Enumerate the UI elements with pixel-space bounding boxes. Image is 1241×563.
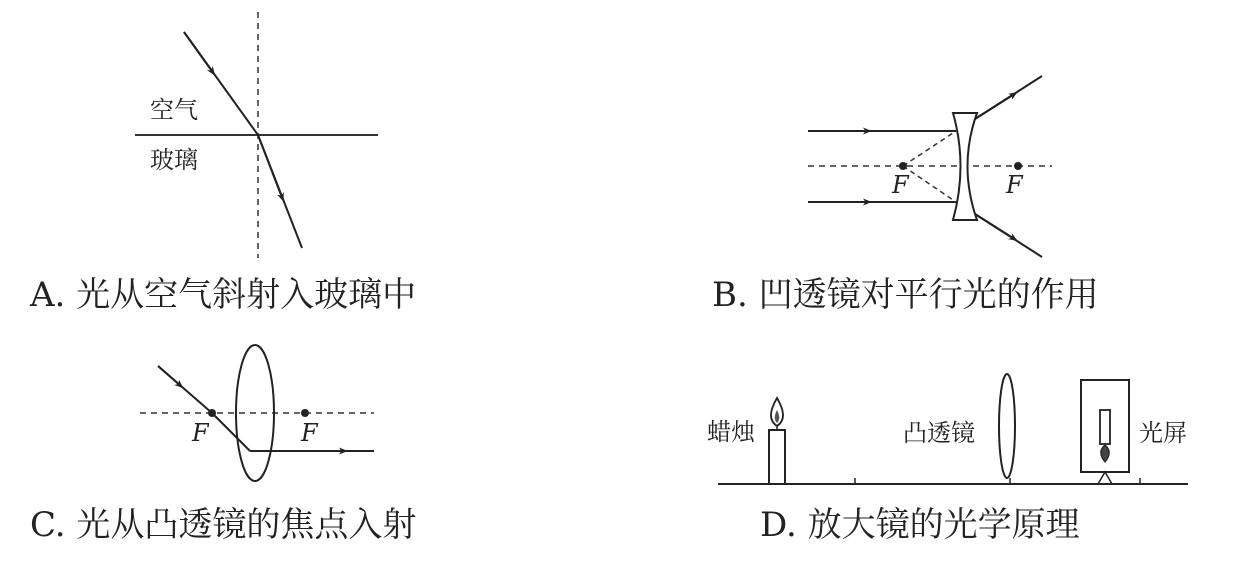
focal-label-right: F bbox=[301, 419, 318, 447]
virtual-extension-bottom bbox=[903, 166, 956, 202]
panel-b-caption: B. 凹透镜对平行光的作用 bbox=[712, 275, 1099, 315]
focal-point-left bbox=[899, 162, 907, 170]
focal-point-left bbox=[208, 409, 216, 417]
outgoing-ray-bottom-arrow bbox=[975, 214, 1016, 240]
panel-a-caption: A. 光从空气斜射入玻璃中 bbox=[30, 275, 417, 315]
inverted-candle-image bbox=[1100, 410, 1110, 444]
refracted-ray-arrow bbox=[258, 135, 283, 200]
focal-label-right: F bbox=[1006, 171, 1023, 199]
candle-body bbox=[769, 430, 785, 484]
panel-d-caption: D. 放大镜的光学原理 bbox=[760, 505, 1080, 545]
convex-lens bbox=[999, 374, 1015, 478]
focal-point-right bbox=[301, 409, 309, 417]
ray-through-focus bbox=[212, 413, 250, 451]
incident-ray-arrow bbox=[158, 366, 182, 387]
focal-label-left: F bbox=[192, 419, 209, 447]
lower-medium-label: 玻璃 bbox=[150, 146, 198, 174]
focal-point-right bbox=[1014, 162, 1022, 170]
panel-a bbox=[29, 12, 416, 315]
panel-b bbox=[712, 76, 1099, 315]
outgoing-ray-top-arrow bbox=[975, 93, 1016, 119]
upper-medium-label: 空气 bbox=[150, 96, 198, 124]
panel-c bbox=[30, 345, 416, 545]
panel-d bbox=[707, 374, 1188, 545]
virtual-extension-top bbox=[903, 131, 956, 166]
incident-ray-arrow bbox=[184, 32, 214, 74]
candle-label: 蜡烛 bbox=[707, 418, 755, 446]
screen-label: 光屏 bbox=[1139, 419, 1187, 447]
panel-c-caption: C. 光从凸透镜的焦点入射 bbox=[30, 505, 417, 545]
lens-label: 凸透镜 bbox=[903, 419, 975, 447]
focal-label-left: F bbox=[892, 171, 909, 199]
screen-stand bbox=[1098, 472, 1112, 484]
